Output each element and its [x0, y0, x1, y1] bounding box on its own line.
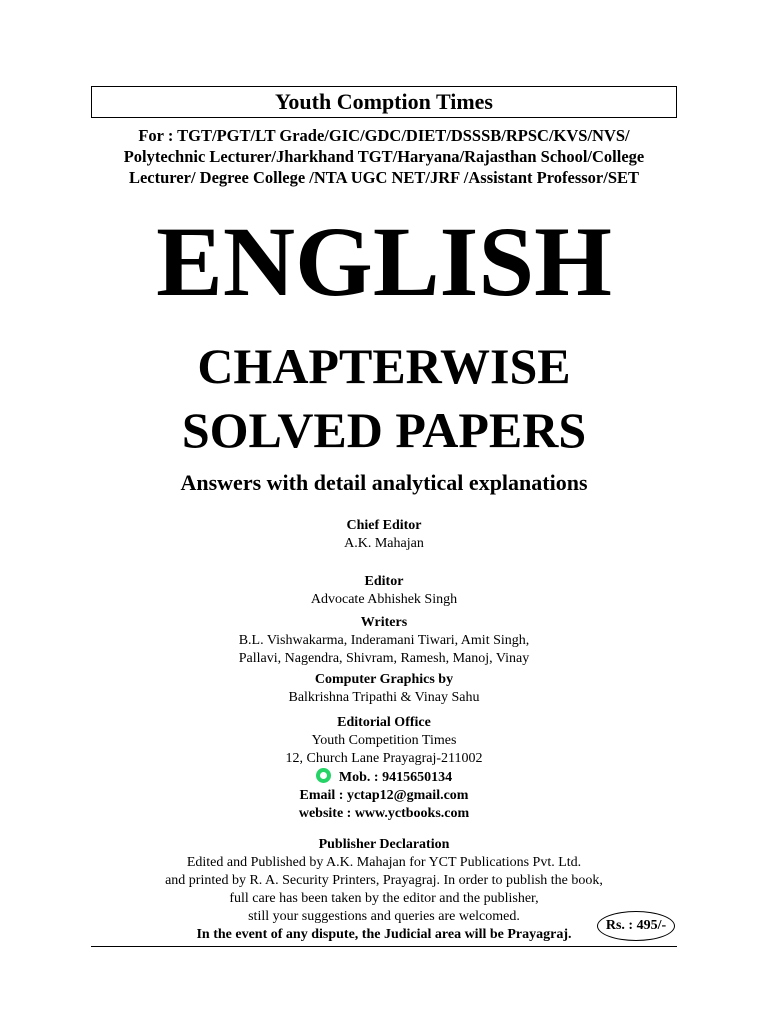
- brand-title: Youth Comption Times: [274, 89, 493, 114]
- editor-name: Advocate Abhishek Singh: [310, 592, 458, 607]
- declaration-line-5: In the event of any dispute, the Judicial area will be Prayagraj.: [196, 927, 572, 942]
- declaration-line-1: Edited and Published by A.K. Mahajan for YCT Publications Pvt. Ltd.: [186, 855, 582, 870]
- whatsapp-icon: [316, 768, 331, 783]
- chief-editor-name: A.K. Mahajan: [344, 536, 424, 551]
- graphics-block: [0, 671, 768, 707]
- exam-line-1: For : TGT/PGT/LT Grade/GIC/GDC/DIET/DSSSB/RPSC/KVS/NVS/: [138, 126, 630, 145]
- cover-heading: [0, 334, 768, 462]
- price-text: Rs. : 495/-: [605, 918, 667, 933]
- declaration-line-2: and printed by R. A. Security Printers, Prayagraj. In order to publish the book,: [165, 873, 603, 888]
- declaration-line-3: full care has been taken by the editor and the publisher,: [229, 891, 539, 906]
- cover-heading-line-2: SOLVED PAPERS: [181, 402, 587, 458]
- cover-heading-line-1: CHAPTERWISE: [197, 338, 571, 394]
- editorial-office-label: Editorial Office: [337, 715, 431, 730]
- price-badge: [597, 911, 675, 941]
- exam-line-2: Polytechnic Lecturer/Jharkhand TGT/Haryana/Rajasthan School/College: [123, 147, 645, 166]
- declaration-label: Publisher Declaration: [318, 837, 450, 852]
- chief-editor-block: [0, 517, 768, 553]
- editor-block: [0, 573, 768, 609]
- brand-title-box: [91, 86, 677, 118]
- cover-subtitle: Answers with detail analytical explanations: [180, 470, 588, 495]
- mobile-number: Mob. : 9415650134: [338, 770, 453, 785]
- mobile-line: [0, 768, 768, 787]
- editorial-office-block: [0, 714, 768, 823]
- editorial-office-address: 12, Church Lane Prayagraj-211002: [285, 751, 483, 766]
- graphics-label: Computer Graphics by: [314, 672, 454, 687]
- writers-block: [0, 614, 768, 668]
- chief-editor-label: Chief Editor: [346, 518, 422, 533]
- bottom-divider: [91, 946, 677, 947]
- writers-label: Writers: [360, 615, 408, 630]
- writers-line-1: B.L. Vishwakarma, Inderamani Tiwari, Amit Singh,: [238, 633, 530, 648]
- writers-line-2: Pallavi, Nagendra, Shivram, Ramesh, Manoj, Vinay: [238, 651, 530, 666]
- graphics-names: Balkrishna Tripathi & Vinay Sahu: [288, 690, 480, 705]
- cover-title: ENGLISH: [156, 206, 612, 317]
- website-line: website : www.yctbooks.com: [298, 806, 470, 821]
- declaration-line-4: still your suggestions and queries are welcomed.: [248, 909, 520, 924]
- editor-label: Editor: [364, 574, 404, 589]
- email-line: Email : yctap12@gmail.com: [299, 788, 469, 803]
- editorial-office-name: Youth Competition Times: [311, 733, 457, 748]
- exam-list: [0, 125, 768, 188]
- exam-line-3: Lecturer/ Degree College /NTA UGC NET/JRF /Assistant Professor/SET: [128, 168, 640, 187]
